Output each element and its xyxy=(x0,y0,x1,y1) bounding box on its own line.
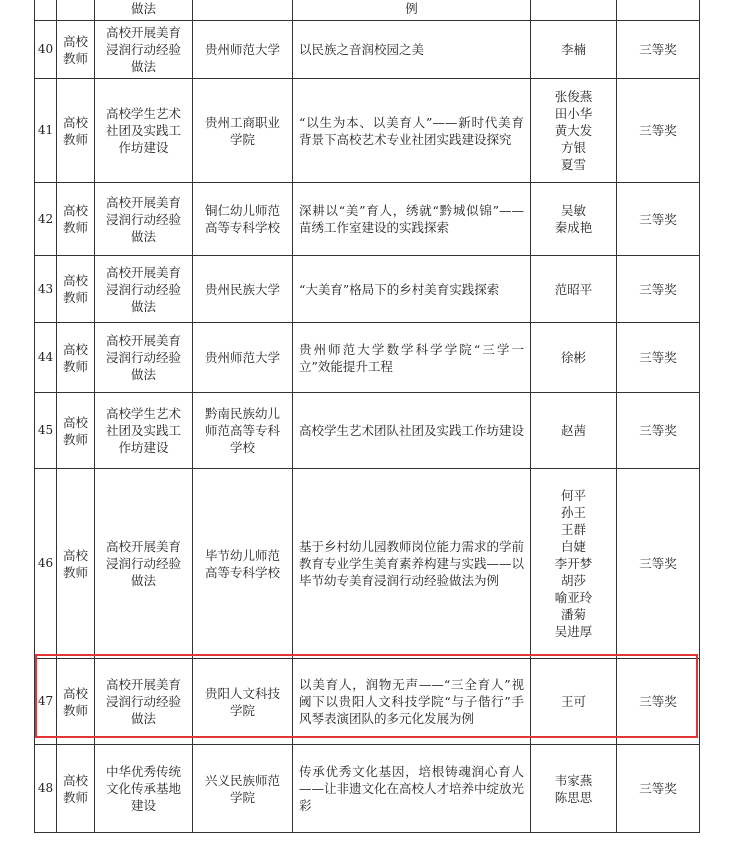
type-cell: 高校开展美育浸润行动经验做法 xyxy=(95,469,193,659)
author-name: 吴进厚 xyxy=(554,624,593,639)
unit-cell: 贵州师范大学 xyxy=(193,323,293,393)
author-name: 李楠 xyxy=(560,42,586,57)
title-cell: 高校学生艺术团队社团及实践工作坊建设 xyxy=(293,393,531,469)
author-name: 范昭平 xyxy=(554,281,593,297)
title-cell: 以美育人，润物无声——“三全育人”视阈下以贵阳人文科技学院“与子偕行”手风琴表演团队的多元化发展为例 xyxy=(293,659,531,745)
type-cell: 高校开展美育浸润行动经验做法 xyxy=(95,256,193,323)
title-cell: 传承优秀文化基因，培根铸魂润心育人——让非遗文化在高校人才培养中绽放光彩 xyxy=(293,745,531,833)
table-row xyxy=(35,745,700,833)
author-name: 胡莎 xyxy=(560,573,586,588)
author-name: 田小华 xyxy=(554,106,593,121)
authors-cell xyxy=(531,0,617,21)
award-cell: 三等奖 xyxy=(617,659,700,745)
unit-cell: 贵州民族大学 xyxy=(193,256,293,323)
author-name: 孙王 xyxy=(560,505,586,520)
table-row xyxy=(35,21,700,79)
author-name: 秦成艳 xyxy=(554,220,593,235)
authors-cell xyxy=(531,79,617,183)
author-name: 张俊燕 xyxy=(554,89,593,104)
table-row xyxy=(35,256,700,323)
authors-cell xyxy=(531,745,617,833)
unit-cell: 黔南民族幼儿师范高等专科学校 xyxy=(193,393,293,469)
unit-cell xyxy=(193,0,293,21)
authors-cell xyxy=(531,21,617,79)
author-name: 李开梦 xyxy=(554,556,593,571)
unit-cell: 贵阳人文科技学院 xyxy=(193,659,293,745)
authors-cell xyxy=(531,256,617,323)
type-cell: 高校学生艺术社团及实践工作坊建设 xyxy=(95,79,193,183)
title-cell: “以生为本、以美育人”——新时代美育背景下高校艺术专业社团实践建设探究 xyxy=(293,79,531,183)
title-cell: 深耕以“美”育人，绣就“黔城似锦”——苗绣工作室建设的实践探索 xyxy=(293,183,531,256)
row-number: 46 xyxy=(35,469,57,659)
author-name: 黄大发 xyxy=(554,123,593,138)
category-cell: 高校教师 xyxy=(57,323,95,393)
authors-cell xyxy=(531,323,617,393)
table-row xyxy=(35,393,700,469)
author-name: 赵茜 xyxy=(560,423,586,438)
unit-cell: 贵州师范大学 xyxy=(193,21,293,79)
title-cell: 贵州师范大学数学科学学院“三学一立”效能提升工程 xyxy=(293,323,531,393)
author-name: 方银 xyxy=(560,140,586,155)
author-name: 白婕 xyxy=(560,539,586,554)
title-cell: 以民族之音润校园之美 xyxy=(293,21,531,79)
award-cell xyxy=(617,0,700,21)
author-name: 韦家燕 xyxy=(554,772,593,788)
award-cell: 三等奖 xyxy=(617,183,700,256)
award-cell: 三等奖 xyxy=(617,469,700,659)
author-name: 吴敏 xyxy=(560,203,586,218)
author-name: 徐彬 xyxy=(560,350,586,365)
category-cell: 高校教师 xyxy=(57,256,95,323)
unit-cell: 兴义民族师范学院 xyxy=(193,745,293,833)
author-name: 喻亚玲 xyxy=(554,590,593,605)
category-cell: 高校教师 xyxy=(57,183,95,256)
award-cell: 三等奖 xyxy=(617,745,700,833)
category-cell: 高校教师 xyxy=(57,659,95,745)
row-number: 47 xyxy=(35,659,57,745)
award-cell: 三等奖 xyxy=(617,256,700,323)
title-cell: “大美育”格局下的乡村美育实践探索 xyxy=(293,256,531,323)
table-row xyxy=(35,79,700,183)
unit-cell: 铜仁幼儿师范高等专科学校 xyxy=(193,183,293,256)
category-cell: 高校教师 xyxy=(57,393,95,469)
row-number: 44 xyxy=(35,323,57,393)
type-cell: 高校开展美育浸润行动经验做法 xyxy=(95,323,193,393)
unit-cell: 贵州工商职业学院 xyxy=(193,79,293,183)
author-name: 陈思思 xyxy=(554,789,593,805)
title-cell: 基于乡村幼儿园教师岗位能力需求的学前教育专业学生美育素养构建与实践——以毕节幼专美育浸润行动经验做法为例 xyxy=(293,469,531,659)
table-row xyxy=(35,183,700,256)
author-name: 夏雪 xyxy=(560,157,586,172)
unit-cell: 毕节幼儿师范高等专科学校 xyxy=(193,469,293,659)
type-cell: 做法 xyxy=(95,0,193,21)
type-cell: 高校学生艺术社团及实践工作坊建设 xyxy=(95,393,193,469)
author-name: 何平 xyxy=(560,488,586,503)
row-number: 45 xyxy=(35,393,57,469)
row-number: 41 xyxy=(35,79,57,183)
award-cell: 三等奖 xyxy=(617,79,700,183)
type-cell: 高校开展美育浸润行动经验做法 xyxy=(95,21,193,79)
category-cell: 高校教师 xyxy=(57,79,95,183)
table-row xyxy=(35,469,700,659)
table-row xyxy=(35,0,700,21)
row-number: 42 xyxy=(35,183,57,256)
row-number: 43 xyxy=(35,256,57,323)
author-name: 王可 xyxy=(560,694,586,709)
category-cell: 高校教师 xyxy=(57,21,95,79)
category-cell: 高校教师 xyxy=(57,745,95,833)
category-cell xyxy=(57,0,95,21)
authors-cell xyxy=(531,393,617,469)
category-cell: 高校教师 xyxy=(57,469,95,659)
title-cell: 例 xyxy=(293,0,531,21)
authors-cell xyxy=(531,469,617,659)
author-name: 潘菊 xyxy=(560,607,586,622)
award-cell: 三等奖 xyxy=(617,21,700,79)
authors-cell xyxy=(531,183,617,256)
author-name: 王群 xyxy=(560,522,586,537)
awards-table xyxy=(34,0,700,833)
authors-cell xyxy=(531,659,617,745)
type-cell: 中华优秀传统文化传承基地建设 xyxy=(95,745,193,833)
row-number: 40 xyxy=(35,21,57,79)
table-row xyxy=(35,323,700,393)
type-cell: 高校开展美育浸润行动经验做法 xyxy=(95,659,193,745)
row-number xyxy=(35,0,57,21)
table-row xyxy=(35,659,700,745)
type-cell: 高校开展美育浸润行动经验做法 xyxy=(95,183,193,256)
row-number: 48 xyxy=(35,745,57,833)
award-cell: 三等奖 xyxy=(617,323,700,393)
award-cell: 三等奖 xyxy=(617,393,700,469)
